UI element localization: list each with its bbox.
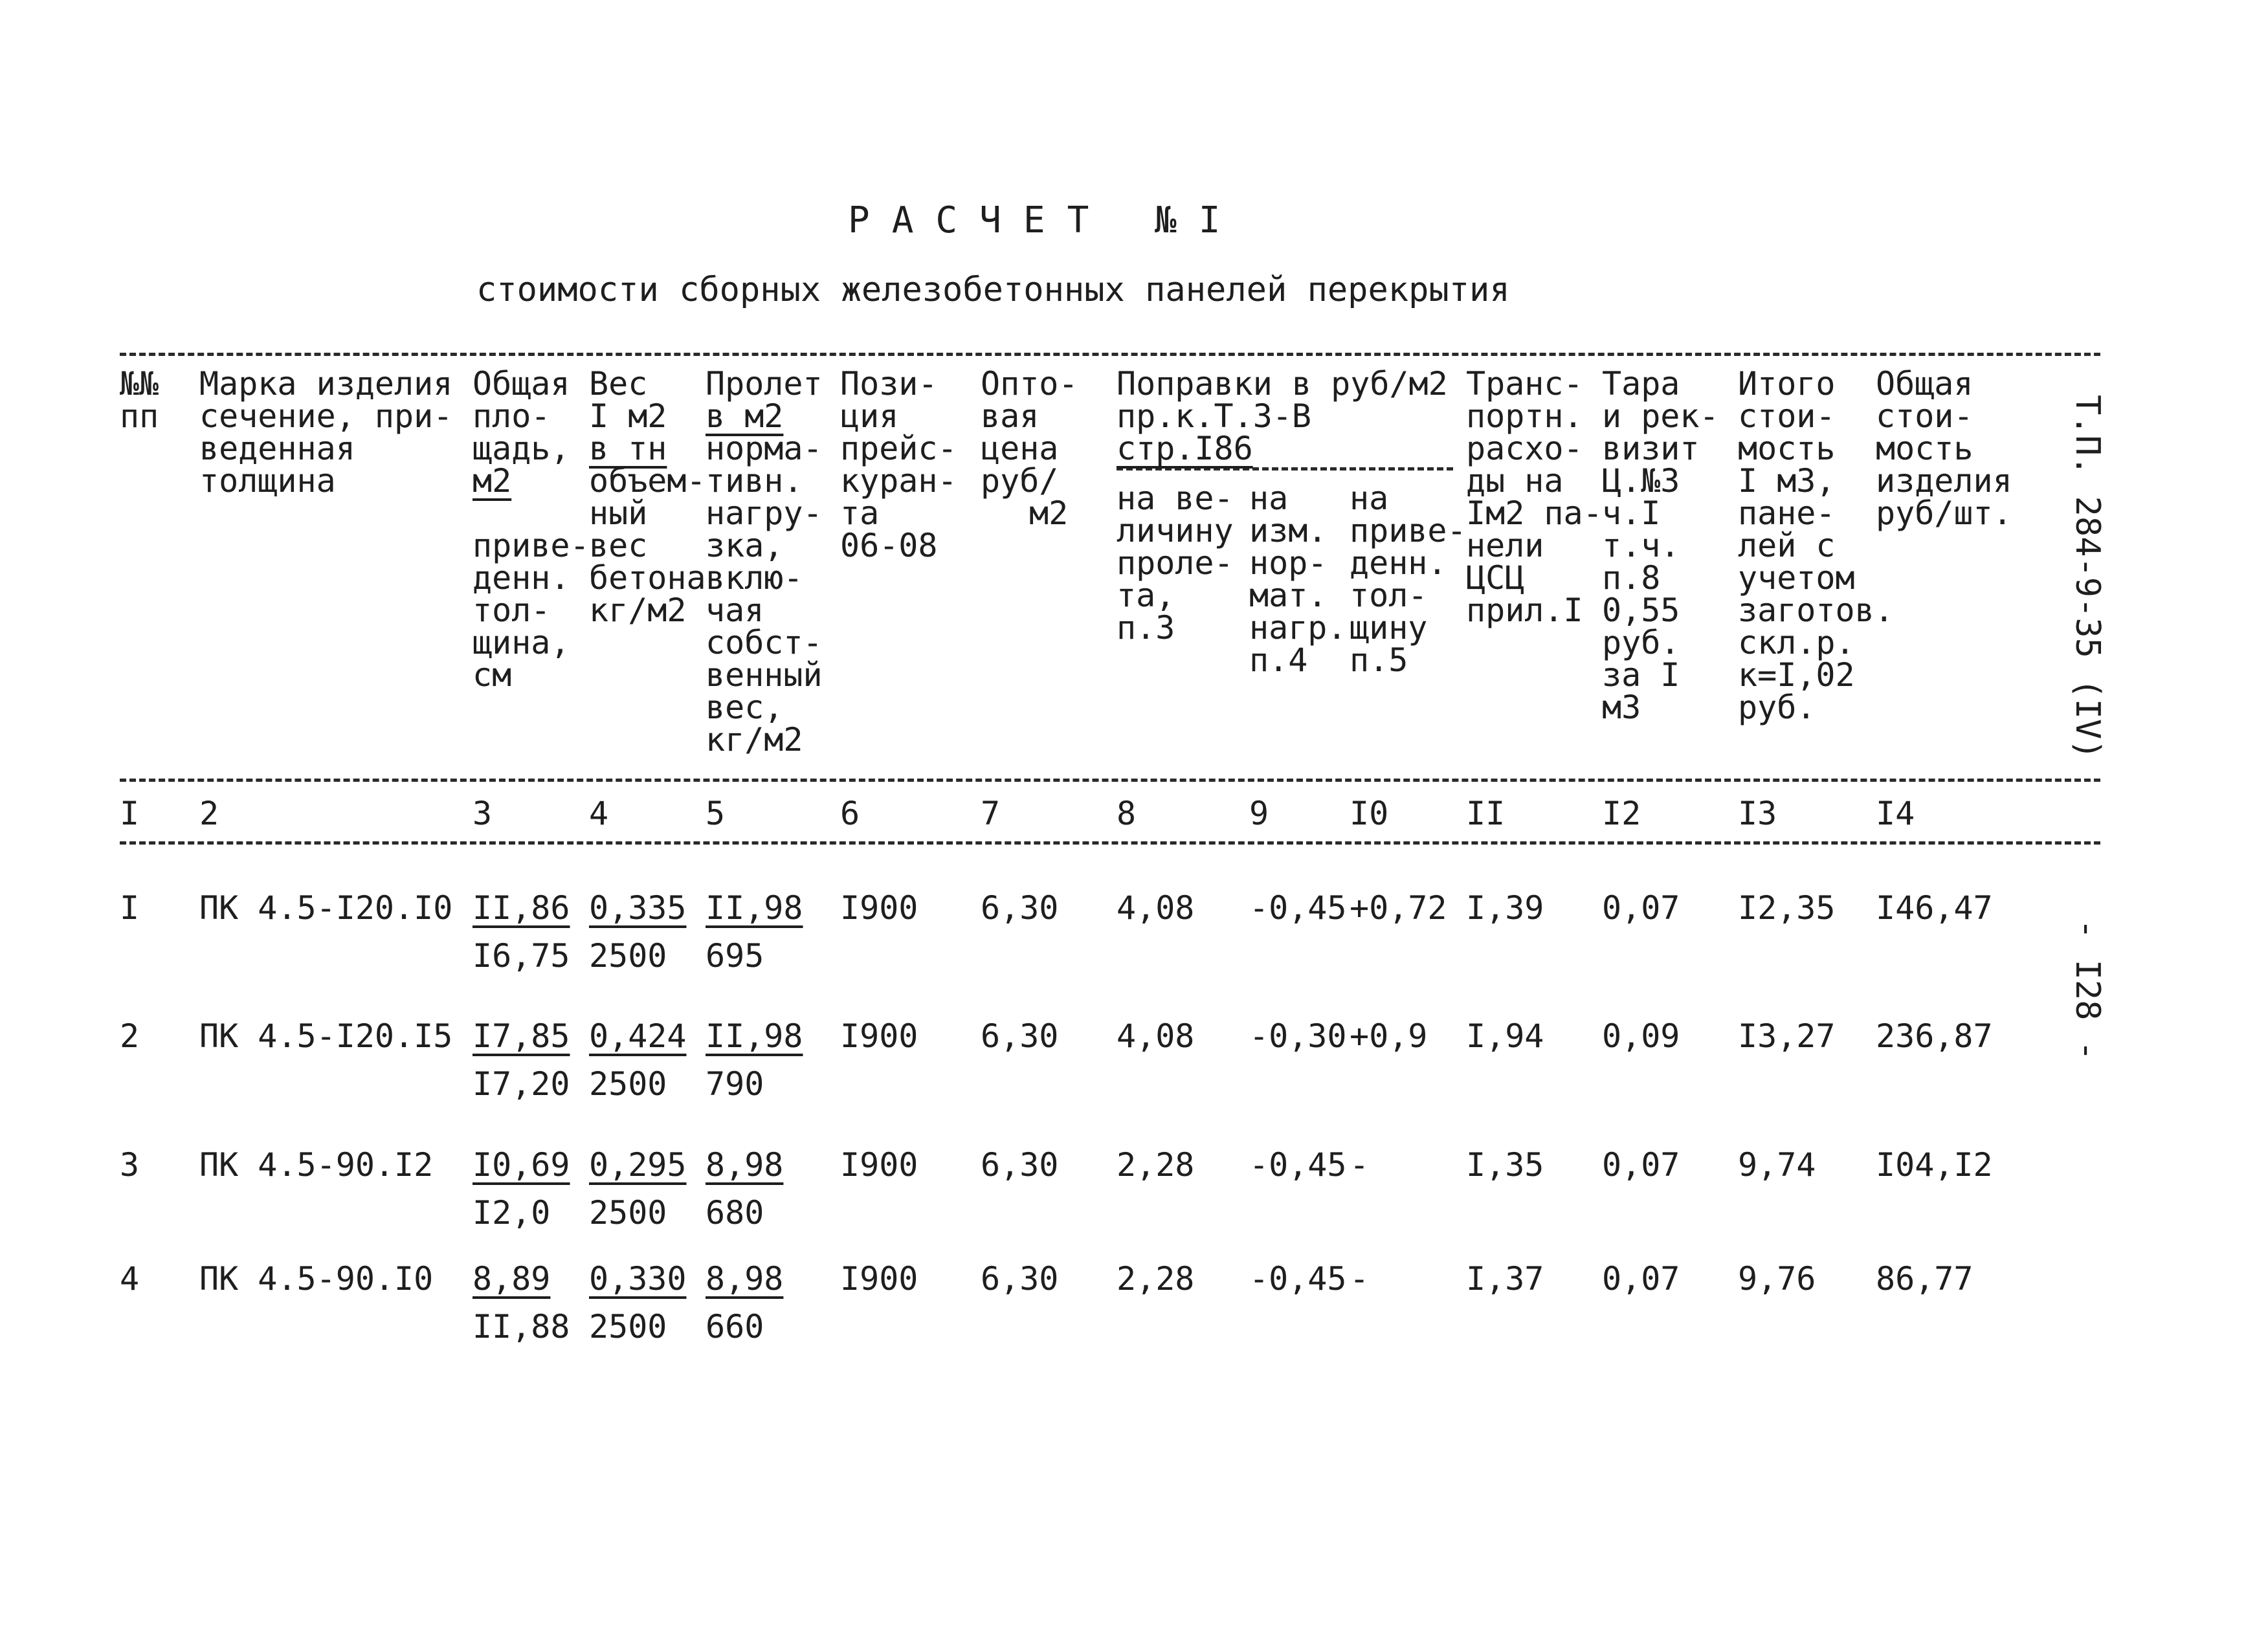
cell-c9: -0,45 [1249,1260,1347,1298]
cell-pos: I900 [840,1260,918,1298]
header-c5-line: норма- [706,430,823,467]
cell-span: II,98 [706,889,803,927]
header-c12-line: п.8 [1602,559,1661,597]
header-c4-line: в тн [589,430,667,467]
header-c11-line: нели [1466,527,1544,564]
header-c11-line: Iм2 па- [1466,494,1603,532]
cell-thick: II,88 [472,1308,570,1345]
cell-mark: ПК 4.5-90.I0 [199,1260,434,1298]
cell-load: 695 [706,937,764,975]
cell-c8: 4,08 [1117,889,1195,927]
cell-area: 8,89 [472,1260,551,1298]
header-c5-line: вес, [706,689,784,726]
header-c3-line: денн. [472,559,570,597]
header-c13-line: пане- [1738,494,1836,532]
header-c7-line: Опто- [981,365,1078,403]
header-c4-line: вес [589,527,648,564]
header-c13-line: учетом [1738,559,1855,597]
column-numbers-rule [120,841,2100,845]
column-number-8: 8 [1117,795,1137,832]
header-c4-line: I м2 [589,397,667,435]
header-c7-line: вая [981,397,1040,435]
header-c14-line: изделия [1876,462,2012,500]
cell-load: 660 [706,1308,764,1345]
column-number-9: 9 [1249,795,1269,832]
cell-c14: I04,I2 [1876,1146,1993,1184]
header-c10-line: п.5 [1350,641,1408,679]
cell-vol: 2500 [589,1308,667,1345]
cell-area: II,86 [472,889,570,927]
header-c2-line: веденная [199,430,355,467]
column-number-1: I [120,795,140,832]
header-c3-line: приве- [472,527,590,564]
cell-vol: 2500 [589,937,667,975]
header-c8-line: на ве- [1117,480,1234,517]
column-number-13: I3 [1738,795,1777,832]
column-number-7: 7 [981,795,1001,832]
table-top-rule [120,353,2100,356]
column-number-5: 5 [706,795,726,832]
cell-c12: 0,07 [1602,889,1680,927]
header-c3-line: Общая [472,365,570,403]
cell-c11: I,94 [1466,1017,1544,1055]
header-c3-line: см [472,656,512,694]
header-c5-line: Пролет [706,365,823,403]
header-c9-line: изм. [1249,512,1328,549]
cell-c10: - [1350,1146,1370,1184]
header-c9-line: п.4 [1249,641,1308,679]
header-c8-line: п.3 [1117,609,1175,647]
header-c10-line: тол- [1350,577,1428,614]
header-c12-line: визит [1602,430,1700,467]
header-c9-line: нор- [1249,544,1328,582]
header-c14-line: стои- [1876,397,1973,435]
header-c13-line: Итого [1738,365,1836,403]
column-number-6: 6 [840,795,860,832]
header-c2-line: Марка изделия [199,365,453,403]
header-c3-line: тол- [472,592,551,629]
header-c12-line: Ц.№3 [1602,462,1680,500]
cell-c8: 2,28 [1117,1146,1195,1184]
cell-c9: -0,45 [1249,889,1347,927]
document-subtitle: стоимости сборных железобетонных панелей перекрытия [476,271,1510,309]
cell-pos: I900 [840,1017,918,1055]
header-c11-line: Транс- [1466,365,1583,403]
column-number-11: II [1466,795,1506,832]
header-c12-line: т.ч. [1602,527,1680,564]
cell-area: I0,69 [472,1146,570,1184]
header-c7-line: руб/ [981,462,1059,500]
header-c8-line: личину [1117,512,1234,549]
header-c8-group-line: пр.к.Т.3-В [1117,397,1312,435]
cell-load: 790 [706,1065,764,1103]
corrections-group-rule [1117,467,1453,470]
header-bottom-rule [120,779,2100,782]
header-c13-line: лей с [1738,527,1836,564]
header-c10-line: приве- [1350,512,1467,549]
cell-c9: -0,45 [1249,1146,1347,1184]
header-c11-line: прил.I [1466,592,1583,629]
header-c6-line: прейс- [840,430,957,467]
cell-c11: I,35 [1466,1146,1544,1184]
column-number-2: 2 [199,795,219,832]
cell-weight: 0,295 [589,1146,687,1184]
header-c7-line: м2 [1029,494,1069,532]
header-c12-line: за I [1602,656,1680,694]
header-c1-line: №№ [120,365,159,403]
header-c5-line: нагру- [706,494,823,532]
header-c4-line: Вес [589,365,648,403]
header-c3-line: м2 [472,462,512,500]
header-c12-line: ч.I [1602,494,1661,532]
header-c12-line: и рек- [1602,397,1719,435]
header-c6-line: та [840,494,880,532]
cell-thick: I2,0 [472,1194,551,1232]
header-c5-line: собст- [706,624,823,661]
column-number-3: 3 [472,795,493,832]
cell-c10: +0,9 [1350,1017,1428,1055]
cell-mark: ПК 4.5-I20.I5 [199,1017,453,1055]
header-c9-line: на [1249,480,1289,517]
cell-mark: ПК 4.5-I20.I0 [199,889,453,927]
header-c14-line: мость [1876,430,1973,467]
header-c2-line: сечение, при- [199,397,453,435]
document-title: РАСЧЕТ №I [848,199,1243,241]
header-c6-line: Пози- [840,365,938,403]
header-c8-group-line: Поправки в руб/м2 [1117,365,1448,403]
cell-c13: 9,76 [1738,1260,1816,1298]
header-c11-line: ды на [1466,462,1564,500]
cell-n: 2 [120,1017,140,1055]
header-c6-line: куран- [840,462,957,500]
header-c6-line: 06-08 [840,527,938,564]
header-c12-line: 0,55 [1602,592,1680,629]
header-c2-line: толщина [199,462,336,500]
header-c5-line: зка, [706,527,784,564]
cell-c12: 0,07 [1602,1146,1680,1184]
header-c4-line: ный [589,494,648,532]
cell-thick: I6,75 [472,937,570,975]
cell-price: 6,30 [981,889,1059,927]
header-c4-line: бетона [589,559,706,597]
cell-vol: 2500 [589,1065,667,1103]
header-c6-line: ция [840,397,899,435]
cell-n: 4 [120,1260,140,1298]
header-c11-line: расхо- [1466,430,1583,467]
header-c8-line: та, [1117,577,1175,614]
cell-c11: I,39 [1466,889,1544,927]
header-c12-line: руб. [1602,624,1680,661]
header-c3-line: пло- [472,397,551,435]
cell-pos: I900 [840,889,918,927]
cell-area: I7,85 [472,1017,570,1055]
header-c5-line: тивн. [706,462,803,500]
header-c13-line: скл.р. [1738,624,1855,661]
cell-span: 8,98 [706,1146,784,1184]
header-c10-line: на [1350,480,1389,517]
header-c14-line: руб/шт. [1876,494,2012,532]
cell-weight: 0,330 [589,1260,687,1298]
header-c7-line: цена [981,430,1059,467]
cell-weight: 0,335 [589,889,687,927]
cell-c8: 4,08 [1117,1017,1195,1055]
header-c13-line: заготов. [1738,592,1894,629]
cell-price: 6,30 [981,1146,1059,1184]
cell-c10: - [1350,1260,1370,1298]
header-c13-line: стои- [1738,397,1836,435]
header-c9-line: нагр. [1249,609,1347,647]
header-c13-line: к=I,02 [1738,656,1855,694]
cell-c11: I,37 [1466,1260,1544,1298]
cell-c12: 0,07 [1602,1260,1680,1298]
header-c5-line: кг/м2 [706,721,803,758]
header-c5-line: в м2 [706,397,784,435]
page-number: - I28 - [2068,919,2107,1061]
header-c13-line: I м3, [1738,462,1836,500]
cell-c13: I3,27 [1738,1017,1836,1055]
header-c5-line: вклю- [706,559,803,597]
cell-span: II,98 [706,1017,803,1055]
header-c1-line: пп [120,397,159,435]
header-c5-line: чая [706,592,764,629]
header-c4-line: кг/м2 [589,592,687,629]
header-c13-line: руб. [1738,689,1816,726]
side-document-code: Т.П. 284-9-35 (IV) [2068,395,2107,760]
header-c9-line: мат. [1249,577,1328,614]
cell-c10: +0,72 [1350,889,1447,927]
header-c3-line: щина, [472,624,570,661]
header-c12-line: Тара [1602,365,1680,403]
header-c3-line: щадь, [472,430,570,467]
column-number-10: I0 [1350,795,1389,832]
header-c10-line: щину [1350,609,1428,647]
header-c12-line: м3 [1602,689,1641,726]
cell-c14: 236,87 [1876,1017,1993,1055]
cell-c8: 2,28 [1117,1260,1195,1298]
column-number-4: 4 [589,795,609,832]
header-c4-line: объем- [589,462,706,500]
cell-c13: 9,74 [1738,1146,1816,1184]
column-number-14: I4 [1876,795,1915,832]
cell-c13: I2,35 [1738,889,1836,927]
cell-c14: 86,77 [1876,1260,1973,1298]
header-c8-line: проле- [1117,544,1234,582]
cell-weight: 0,424 [589,1017,687,1055]
cell-thick: I7,20 [472,1065,570,1103]
cell-c12: 0,09 [1602,1017,1680,1055]
header-c14-line: Общая [1876,365,1973,403]
cell-vol: 2500 [589,1194,667,1232]
header-c5-line: венный [706,656,823,694]
cell-price: 6,30 [981,1260,1059,1298]
header-c11-line: портн. [1466,397,1583,435]
cell-pos: I900 [840,1146,918,1184]
cell-price: 6,30 [981,1017,1059,1055]
header-c13-line: мость [1738,430,1836,467]
cell-load: 680 [706,1194,764,1232]
header-c11-line: ЦСЦ [1466,559,1525,597]
cell-c14: I46,47 [1876,889,1993,927]
cell-n: I [120,889,140,927]
header-c8-group-line: стр.I86 [1117,430,1253,467]
header-c10-line: денн. [1350,544,1447,582]
cell-mark: ПК 4.5-90.I2 [199,1146,434,1184]
column-number-12: I2 [1602,795,1641,832]
cell-c9: -0,30 [1249,1017,1347,1055]
cell-n: 3 [120,1146,140,1184]
cell-span: 8,98 [706,1260,784,1298]
